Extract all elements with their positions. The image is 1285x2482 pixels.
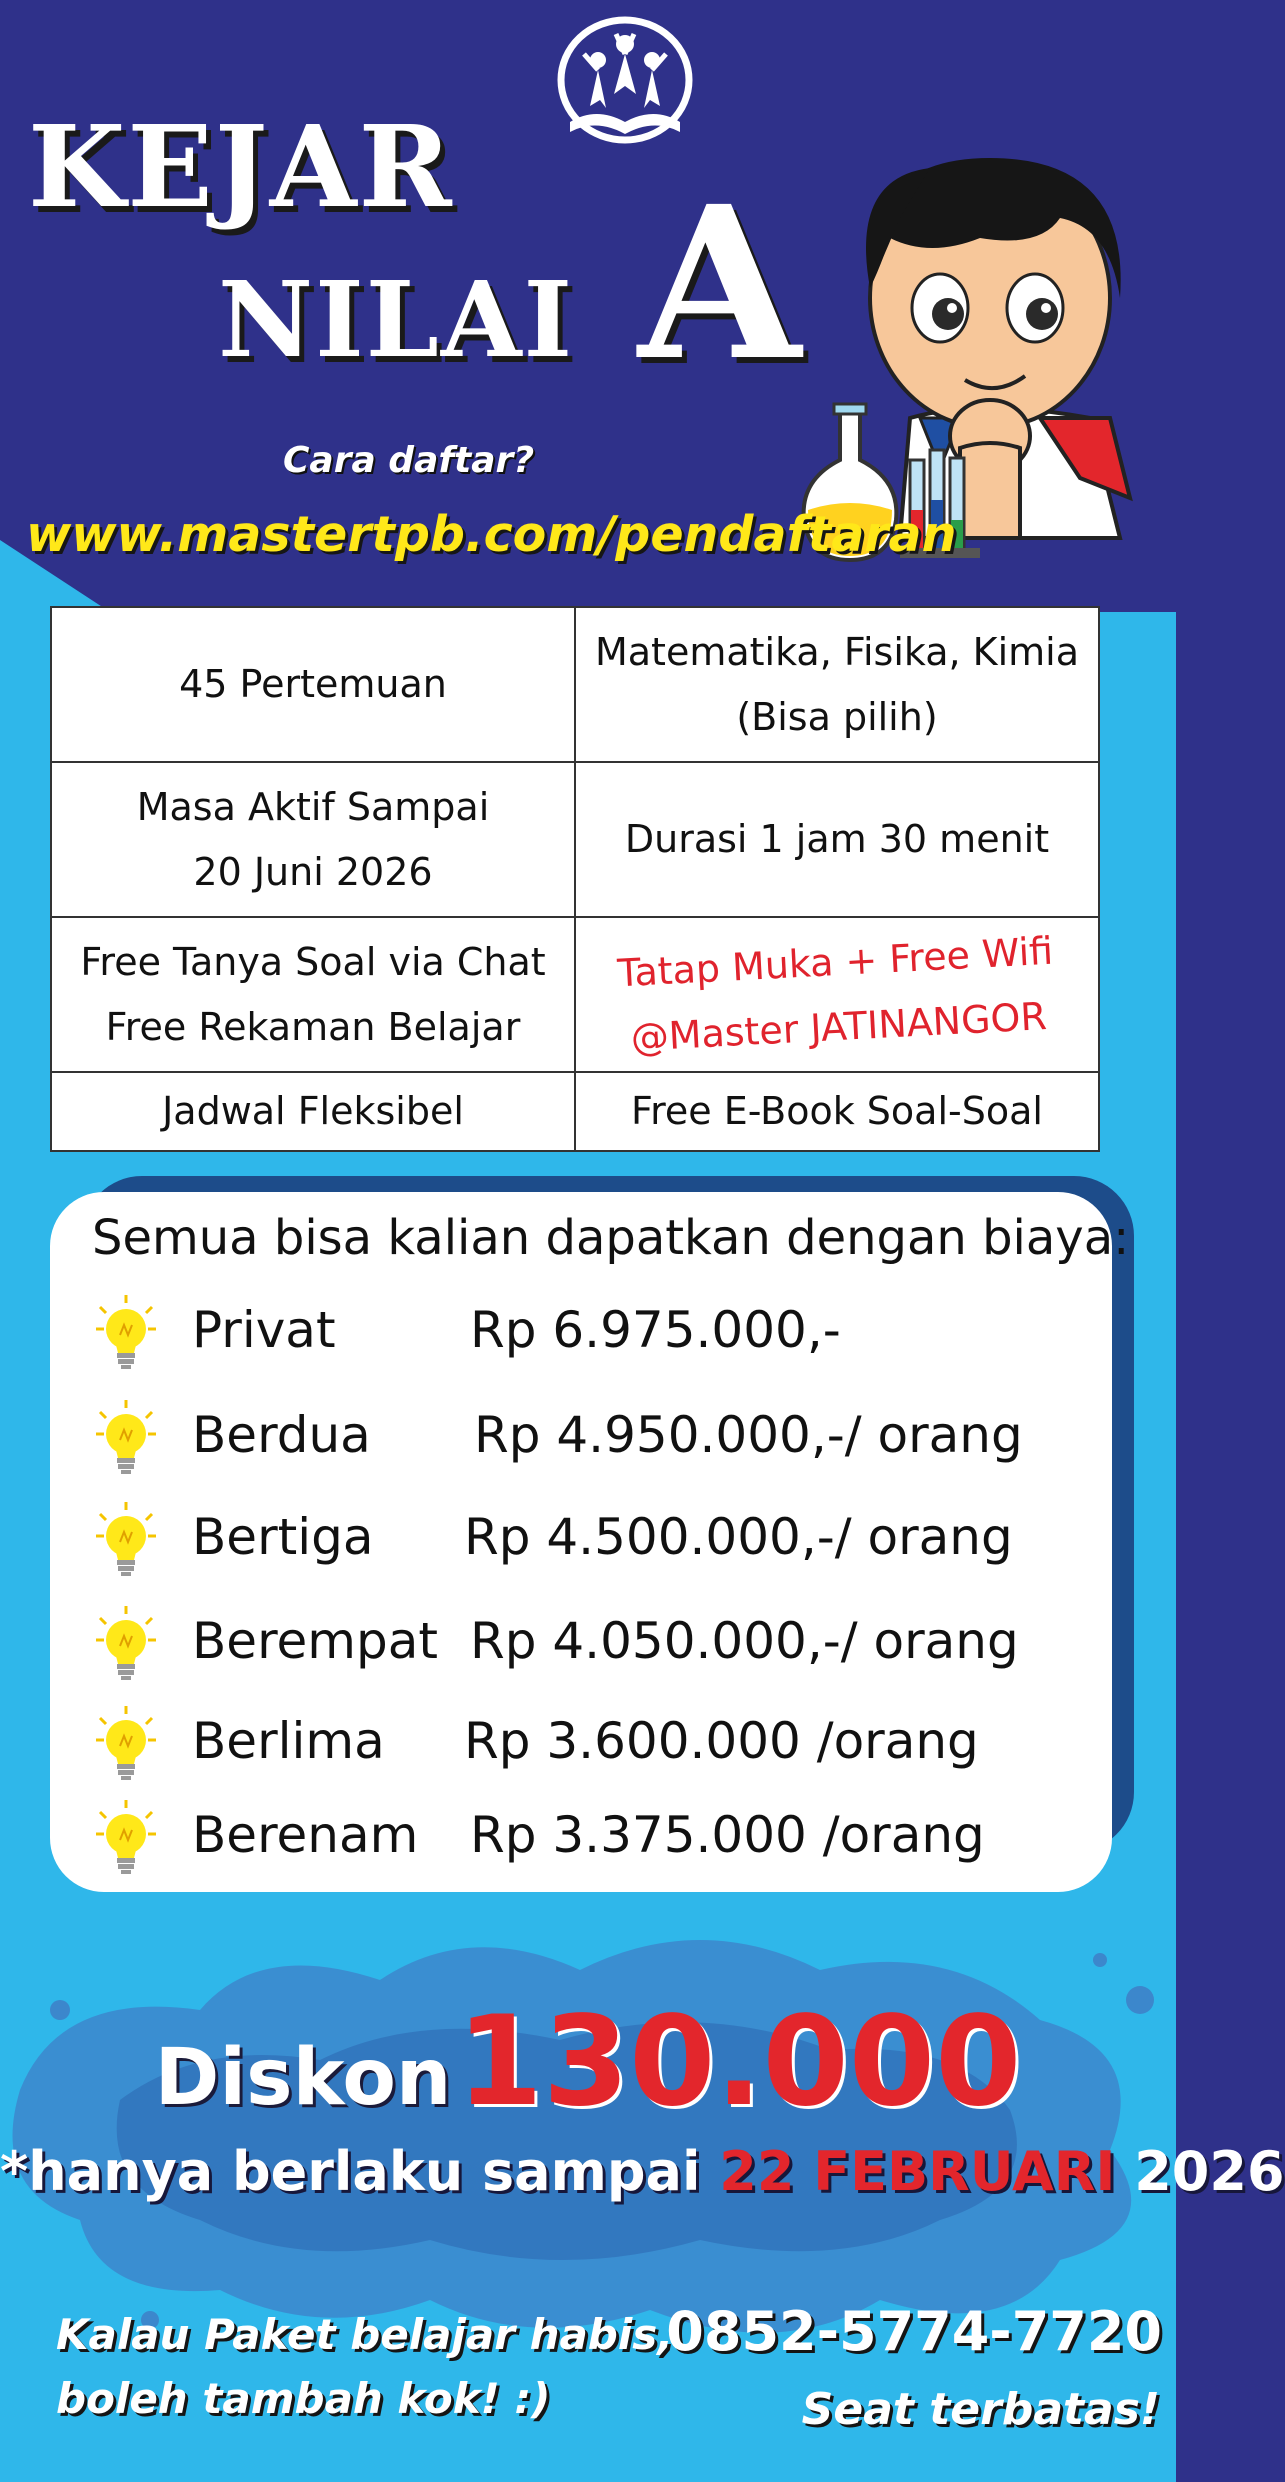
package-price: Rp 4.950.000,-/ orang <box>474 1406 1023 1464</box>
price-row <box>96 1400 1096 1480</box>
feature-cell <box>575 607 1099 762</box>
features-row <box>51 917 1099 1072</box>
lightbulb-icon <box>96 1502 156 1582</box>
feature-cell: 45 Pertemuan <box>51 607 575 762</box>
package-name: Berempat <box>192 1612 438 1670</box>
feature-text: Free Tanya Soal via Chat Free Rekaman Belajar <box>80 940 546 1049</box>
package-name: Berlima <box>192 1712 385 1770</box>
package-price: Rp 3.600.000 /orang <box>464 1712 979 1770</box>
features-row <box>51 762 1099 917</box>
validity-year: 2026 <box>1134 2140 1285 2203</box>
feature-cell: Durasi 1 jam 30 menit <box>575 762 1099 917</box>
package-price: Rp 4.050.000,-/ orang <box>470 1612 1019 1670</box>
feature-cell: Free E-Book Soal-Soal <box>575 1072 1099 1151</box>
logo-people-book-icon <box>556 14 694 144</box>
package-price: Rp 3.375.000 /orang <box>470 1806 985 1864</box>
package-price: Rp 6.975.000,- <box>470 1301 841 1359</box>
contact-phone[interactable]: 0852-5774-7720 <box>666 2300 1162 2363</box>
feature-cell <box>51 762 575 917</box>
title-line-2: NILAI <box>218 258 575 381</box>
discount-banner <box>0 1990 1176 2134</box>
title-line-1: KEJAR <box>28 102 454 233</box>
package-name: Berdua <box>192 1406 371 1464</box>
lightbulb-icon <box>96 1706 156 1786</box>
pricing-heading: Semua bisa kalian dapatkan dengan biaya: <box>92 1210 1130 1266</box>
feature-cell: Jadwal Fleksibel <box>51 1072 575 1151</box>
discount-label: Diskon <box>154 2033 452 2123</box>
package-price: Rp 4.500.000,-/ orang <box>464 1508 1013 1566</box>
lightbulb-icon <box>96 1606 156 1686</box>
feature-text: Matematika, Fisika, Kimia (Bisa pilih) <box>594 629 1080 739</box>
features-table <box>50 606 1100 1152</box>
lightbulb-icon <box>96 1400 156 1480</box>
package-name: Berenam <box>192 1806 419 1864</box>
feature-cell <box>575 917 1099 1072</box>
features-row <box>51 607 1099 762</box>
feature-text-highlight: Tatap Muka + Free Wifi @Master JATINANGOR <box>616 928 1055 1060</box>
footer-note-line-2: boleh tambah kok! :) <box>56 2374 551 2423</box>
price-row <box>96 1706 1096 1786</box>
price-row <box>96 1502 1096 1582</box>
lightbulb-icon <box>96 1295 156 1375</box>
price-row <box>96 1606 1096 1686</box>
feature-cell <box>51 917 575 1072</box>
validity-date: 22 FEBRUARI <box>719 2140 1116 2203</box>
register-url[interactable]: www.mastertpb.com/pendaftaran <box>26 506 957 563</box>
register-question: Cara daftar? <box>283 440 535 481</box>
validity-prefix: *hanya berlaku sampai <box>0 2140 701 2203</box>
title-grade: A <box>638 160 803 407</box>
package-name: Bertiga <box>192 1508 374 1566</box>
seats-limited: Seat terbatas! <box>801 2384 1160 2435</box>
discount-amount: 130.000 <box>456 1990 1022 2134</box>
features-row <box>51 1072 1099 1151</box>
feature-text: Masa Aktif Sampai 20 Juni 2026 <box>136 785 490 894</box>
price-row <box>96 1800 1096 1880</box>
footer-note-line-1: Kalau Paket belajar habis, <box>56 2310 674 2359</box>
lightbulb-icon <box>96 1800 156 1880</box>
discount-validity <box>0 2140 1285 2203</box>
price-row <box>96 1295 1096 1375</box>
package-name: Privat <box>192 1301 336 1359</box>
